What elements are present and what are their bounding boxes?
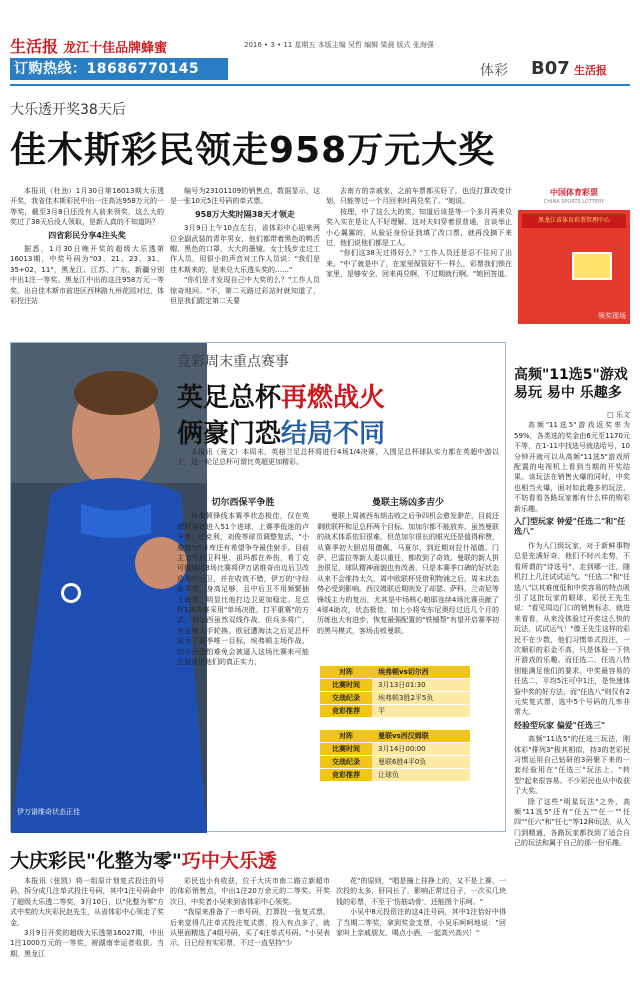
match-table-key: 竞彩推荐 <box>320 769 372 781</box>
side-headline <box>514 366 628 402</box>
lead-column-1 <box>10 186 164 336</box>
lead-paragraph: "你们是才发现自己中大奖的么？"工作人员惊奇地问。"不，第二天路过彩站时就知道了，但是我们跟定第二天要 <box>170 276 320 306</box>
feature-photo-caption: 伊万诺维奇状态正佳 <box>17 808 80 816</box>
brand-slogan: 龙江十佳品牌蜂蜜 <box>63 41 168 56</box>
lead-subhead: 958万大奖时隔38天才领走 <box>195 209 295 219</box>
lead-paragraph: 3月9日上午10点左右，省体彩中心迎来两位全副武装的青年男女，他们都带着黑色的鸭舌帽、黑色的口罩，大大的墨镜。女士钱步走过工作人员，用很小的声音对工作人员说："我们是佳木斯来的，是来兑大乐透头奖的……" <box>170 224 320 274</box>
lead-paragraph: 本报讯（杜劲）1月30日第16013期大乐透开奖，我省佳木斯彩民中出一注高达958万元的一等奖，截至3月8日还没有人前来领奖，这么大的奖过了38天后没人领取，是新人真的不知道吗？ <box>10 187 164 227</box>
match-table-1 <box>320 666 470 718</box>
photo-caption: 领奖现场 <box>598 312 626 320</box>
match-table-row <box>320 743 470 756</box>
bottom-paragraph: "我原来准备了一串号码，打算投一张复式票，后来觉得几注单式投注复式票，投入有点多了，就从里面精选了4组号码，买了4注单式号码。"小吴表示，日已经有实彩票，不过一直坚持"少 <box>170 908 330 948</box>
side-subhead: 经验型玩家 偏爱"任选三" <box>514 720 606 730</box>
match-table-value: 让球负 <box>372 769 470 781</box>
side-column <box>514 410 631 848</box>
hotline-banner: 订购热线：18686770145 <box>10 58 228 80</box>
feature-headline-highlight: 再燃战火 <box>281 383 386 413</box>
lead-headline: 佳木斯彩民领走958万元大奖 <box>10 130 496 171</box>
bottom-paragraph: 花"的原则，"唱是撞上挂挣上的，又不是上赛，一次投的太多，肝同长了，影响正常过日子，一次买几块钱的彩票，不至于'伤筋动骨'，还能图个乐呵。" <box>336 877 506 906</box>
issue-meta: 2016 • 3 • 11 星期五 本版主编 吴哲 编辑 梁晨 版式 张海强 <box>244 41 434 49</box>
award-photo <box>518 186 630 324</box>
match-table-value: 曼联6胜4平0负 <box>372 756 470 768</box>
match-table-value: 埃弗顿3胜2平5负 <box>372 692 470 704</box>
lottery-logo-title: 中国体育彩票 <box>550 188 598 197</box>
match-table-value: 埃弗顿vs切尔西 <box>372 666 470 678</box>
match-table-row <box>320 679 470 692</box>
lead-kicker: 大乐透开奖38天后 <box>10 102 126 118</box>
bottom-column-2 <box>170 876 330 988</box>
match-table-key: 交战纪录 <box>320 756 372 768</box>
bottom-paragraph: 3月9日开奖的超级大乐透第16027期，中出1注1000万元的一等奖，被湖南幸运者收获。当期，黑龙江 <box>10 929 164 958</box>
match-table-key: 对阵 <box>320 730 372 742</box>
bottom-headline-part: 大庆彩民"化整为零" <box>10 850 182 872</box>
feature-headline-highlight: 结局不同 <box>281 419 386 449</box>
match-table-key: 对阵 <box>320 666 372 678</box>
side-paragraph: 高频"11选5"游戏返奖率为59%，各类选的奖金由6元至1170元不等，在1-11中找选号就选哈号，10分钟开就可以从高频"11选5"游戏所配置的电视机上看到当期的开奖结果。该玩法在销售火爆的同时，中奖也相当火爆，面对如此趣多的玩法，不妨看看各路玩家都有什么样的购彩新乐趣。 <box>514 421 630 513</box>
match-table-value: 3月13日01:30 <box>372 679 470 691</box>
match-table-row <box>320 692 470 705</box>
match-table-2 <box>320 730 470 782</box>
match-table-value: 平 <box>372 705 470 717</box>
bottom-paragraph: 彩民也小有收获，位于大庆市南二路立新超市的体彩销售点，中出1注20万余元的二等奖。开奖次日，中奖者小吴来到省体彩中心领奖。 <box>170 877 330 906</box>
lottery-logo <box>518 186 630 210</box>
match-table-key: 比赛时间 <box>320 743 372 755</box>
side-paragraph: 除了这些"明星玩法"之外，高频"11选5"还有"任五""任一""任四""任六"和"任七"等12种玩法，从入门到精通，各路玩家都找到了适合自己的玩法和属于自己的那一份乐趣。 <box>514 797 631 848</box>
bottom-column-3 <box>336 876 506 988</box>
side-subhead: 入门型玩家 钟爱"任选二"和"任选八" <box>514 517 626 537</box>
lottery-logo-subtitle: CHINA SPORTS LOTTERY <box>543 199 605 205</box>
page-brand: 生活报 <box>574 64 607 77</box>
match-table-row <box>320 730 470 743</box>
feature-lead <box>177 447 499 483</box>
feature-headline-part: 英足总杯 <box>177 383 282 413</box>
feature-headline-part: 俩豪门恐 <box>177 419 282 449</box>
lead-column-2 <box>170 186 320 336</box>
bottom-headline-highlight: 巧中大乐透 <box>181 850 277 872</box>
match-table-row <box>320 666 470 679</box>
feature-subhead-right: 曼联主场凶多吉少 <box>371 498 444 508</box>
side-headline-line1: 高频"11选5"游戏 <box>514 367 628 383</box>
feature-subhead-left: 切尔西保平争胜 <box>211 498 275 508</box>
header-divider <box>10 84 630 86</box>
match-table-key: 竞彩推荐 <box>320 705 372 717</box>
feature-headline-line2 <box>177 413 385 450</box>
side-paragraph: 高频"11选5"的任选三玩法，刚体彩"排列3"极其相似，持3的老彩民习惯运用自己钻研的3码聚下来的一套经验用在"任选三"玩法上，"转型"起来很容易。不少彩民也从中收获了大奖。 <box>514 735 630 796</box>
feature-paragraph: 埃弗顿锋线本赛季状态极佳，仅在英超联赛就进入51个进球，上赛季低迷的卢卡库、巴克利、刘俊等球员调整复活，"小魔兽"卢卡库还有希望争夺最佳射手。目前主力中后卫科里、祖玛都在养伤，希丁克可能通过3场比赛将伊万诺维奇由边后卫改造为中后卫，并在收效不错，伊万的'守经验丰富，身高足够，且中后卫不用频繁插上助攻，明显比他打边卫更加稳定。足总杯1/4决赛采用"单场决胜，打平重赛"的方式，切尔西虽然双线作战，但兵多将广，有足够人手轮换。欧冠遭淘汰之后足总杯成为了赛季唯一目标，埃弗顿主场作战，切尔西恐怕难免会被逼入这场比赛来可能会展现出他们的真正实力， <box>177 512 309 667</box>
match-table-row <box>320 705 470 718</box>
lead-paragraph: 按理，中了这么大的奖，知道后该是等一个多月再来兑奖入实在是让人不好理解，这对夫妇穿着很普通，言谈举止小心翼翼的，从验证身份证到填了改口票，就再没摘下来过，他们说他们都是工人。 <box>326 207 512 248</box>
side-paragraph: 作为入门级玩家，对于新鲜事物总是充满好奇，他们不时兴走势，不看所谓的"诗选号"，走到哪一注，随机打上几注试试运气。"任选二"和"任选八"以其难度低和中奖容易的特点吸引了这批玩家的眼球，彩民王先生说："看见周边门口的销售标志，就进来看看，从来没体验过开奖这么快的玩法，试试运气！"像王先生这样的彩民不在少数，他们习惯单式投注，一次顺彩的彩金不高，只是体验一下快开游戏的乐趣。而任选二、任选八特别能满足他们的要求。中奖最容易的任选二，平均5注可中1注，是快速体验中奖的好方法，而"任选八"则仅有2元奖复式票，选中5个号码的几率非常大。 <box>514 541 630 717</box>
side-headline-line2: 易玩 易中 乐趣多 <box>514 385 622 401</box>
match-table-row <box>320 756 470 769</box>
lead-paragraph: 据悉，1月30日晚开奖的超级大乐透第16013期，中奖号码为"03、21、23、31、35+02、11"，黑龙江、江苏、广东、新疆分别中出1注一等奖。黑龙江中出的这注958万元一等奖，出自佳木斯市前进区西林路九州花园对过，体彩投注站 <box>10 245 164 306</box>
lead-paragraph: 编号为23101109的销售点，数据显示，这是一张10元5注号码的单式票。 <box>170 187 320 206</box>
feature-paragraph: 曼联上周被西布朗击败之后争四机会愈发渺茫，目前还剩欧联杯和足总杯两个目标。加加尔都不能放弃。虽然曼联的战术体系依旧很难，但范加尔很长的眼光还是值得称赞，从赛季初大胆启用德佩、马夏尔，到近期对拉什福德、门萨、巴雷拉等新人委以重任，都收到了奇效。曼联的新人拼劲很足，球队精神面貌也有改善，只是本赛季口碑的好状态从来不会维持太久，周中欧联杯凭借利物浦之后，周末状态势必受到影响。西汉姆联近期则发了却瑟、萨科、兰奇尼等锋线主力的复出，尤其是中场核心帕耶连续4场比赛贡献了4球4助攻，状态极佳，加上小将安东尼奥经过近几个月的历练也大有进步，恢复最强配置的"铁锤帮"有望开启赛季初的黑马模式，客场击败曼联。 <box>317 512 499 635</box>
feature-kicker: 竞彩周末重点赛事 <box>177 354 289 370</box>
center-sign: 黑龙江省体育彩票管理中心 <box>522 214 626 228</box>
lead-paragraph: "你们这38天过得好么？"工作人员还是忍不住问了出来。"中了就是中了，在家里保管好不一样么，彩票我们锁在家里，是够安全，回来再兑啊，不过期就行啊。"她回答道。 <box>326 249 512 279</box>
feature-column-right <box>317 495 499 663</box>
section-tag: 体彩 <box>480 63 508 79</box>
feature-column-left <box>177 495 309 825</box>
match-table-key: 交战纪录 <box>320 692 372 704</box>
lead-column-3 <box>326 186 512 336</box>
bottom-paragraph: 本报讯（张凯）将一组原计划复式投注的号码，拆分成几注单式投注号码，其中1注号码命中了超级大乐透二等奖，3月10日，以"化整为零"方式中奖的大庆彩民赵先生，从省体彩中心领走了奖金。 <box>10 877 164 927</box>
match-table-value: 3月14日00:00 <box>372 743 470 755</box>
feature-headline-line1 <box>177 377 385 414</box>
match-table-row <box>320 769 470 782</box>
feature-lead-text: 本报讯（竟文）本周末，英格兰足总杯将进行4场1/4决赛，入围足总杯球队实力都在英超中游以上，这一轮足总杯可谓比英超更加精彩。 <box>177 448 499 467</box>
lead-paragraph: 去南方的亲戚家，之前车票都买好了，也没打算改变计划，只能等过一个月回来时再兑奖了。"她说。 <box>326 187 512 206</box>
bottom-paragraph: 小吴中8元投资注的这4注号码，其中1注恰好中得了当期二等奖，拿到奖金支票，小吴乐呵呵地说："回家叫上亲戚朋友，喝点小酒，一起高兴高兴！" <box>336 908 506 938</box>
brand-logo: 生活报 <box>10 37 59 56</box>
match-table-key: 比赛时间 <box>320 679 372 691</box>
side-byline: □ 乐文 <box>607 411 630 419</box>
match-table-value: 曼联vs西汉姆联 <box>372 730 470 742</box>
lead-subhead: 四省彩民分享4注头奖 <box>48 230 126 240</box>
bottom-column-1 <box>10 876 164 988</box>
page-number: B07 <box>531 58 570 79</box>
prize-check <box>572 252 612 280</box>
header-brand <box>10 34 228 56</box>
bottom-headline <box>10 846 277 873</box>
